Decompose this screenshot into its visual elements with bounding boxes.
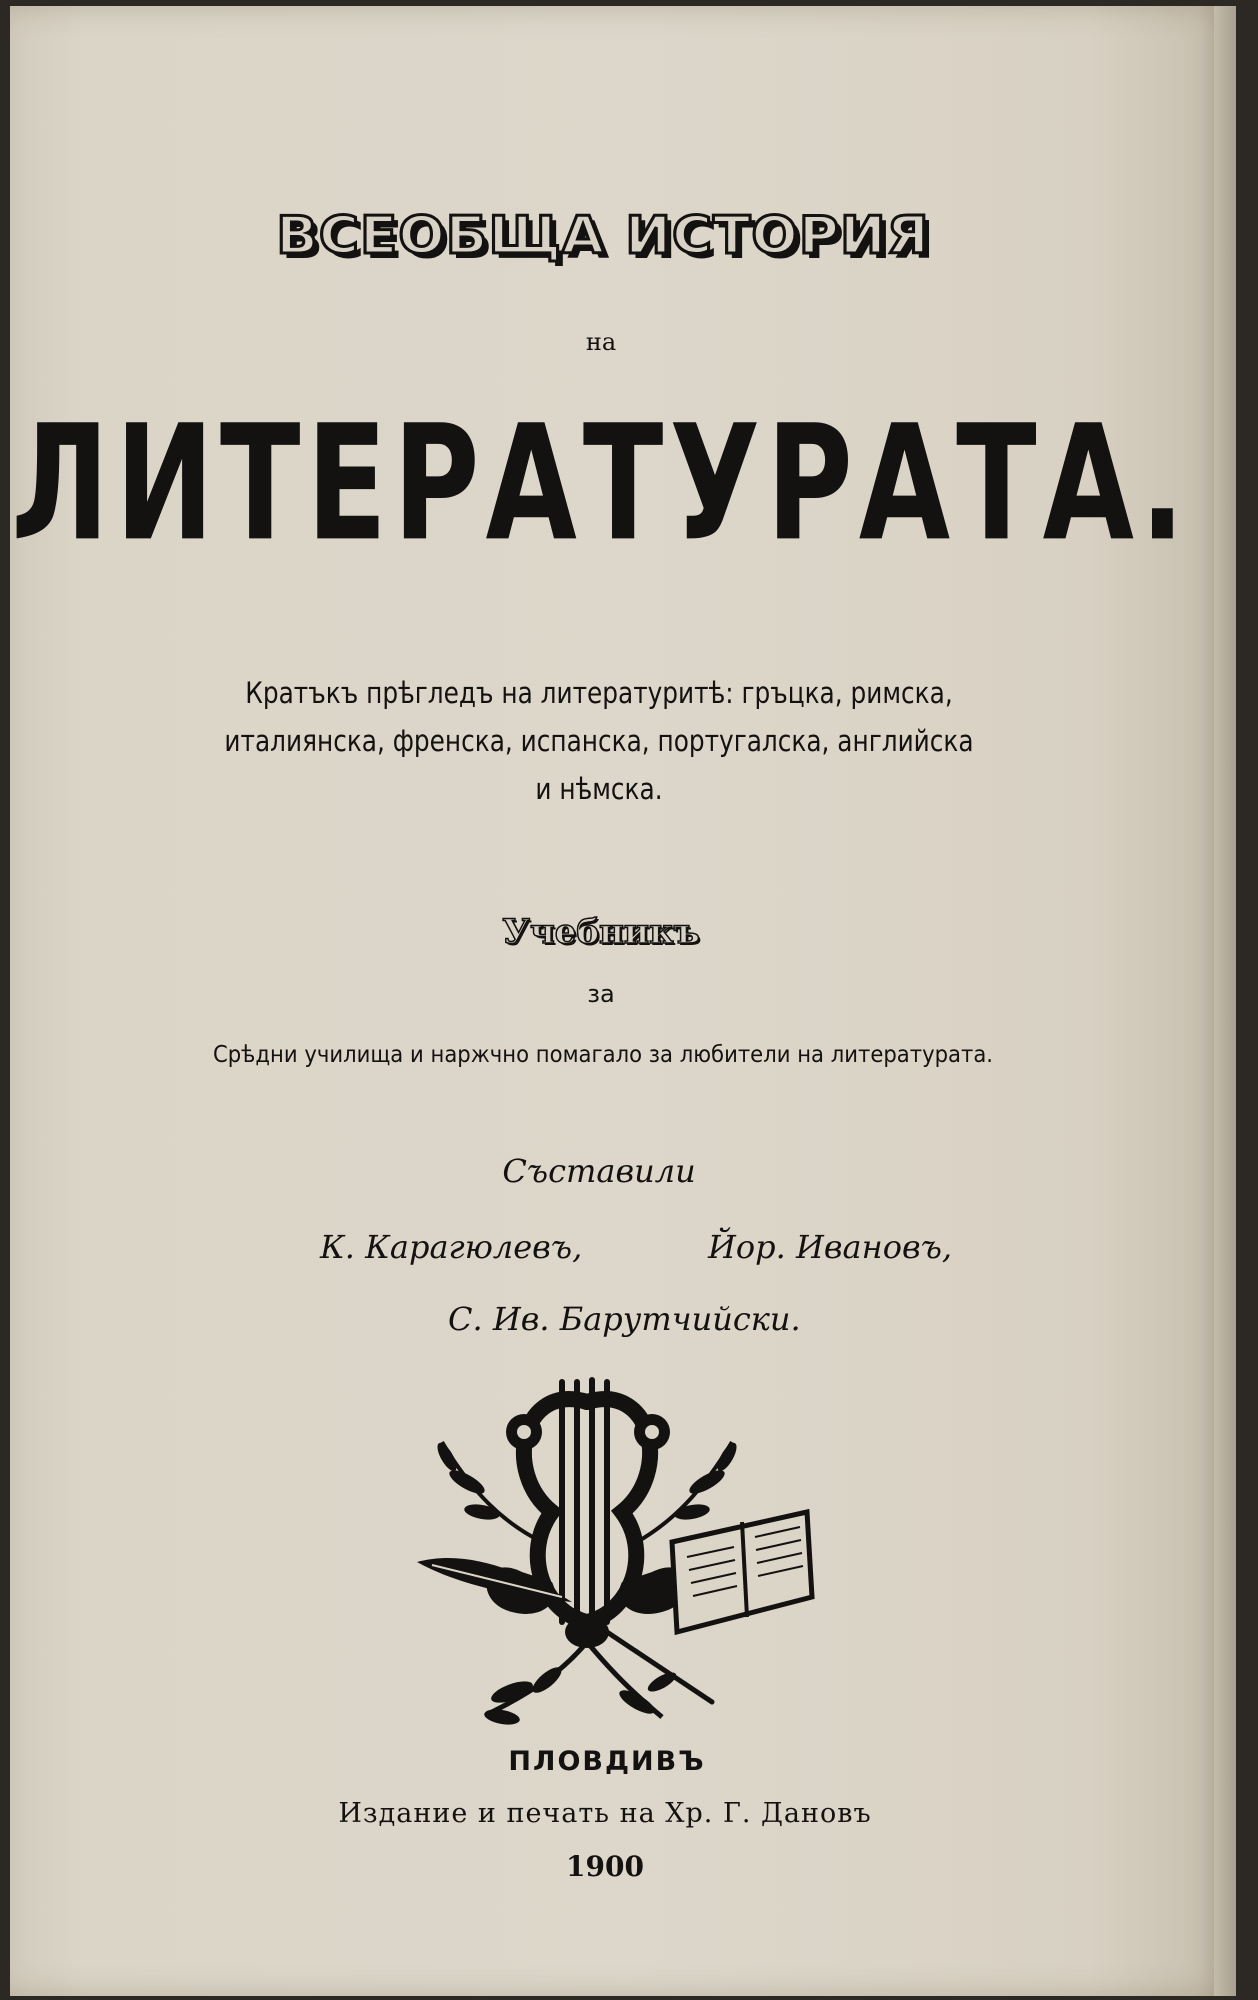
publication-year: 1900 bbox=[566, 1850, 644, 1883]
publisher-line: Издание и печать на Хр. Г. Дановъ bbox=[338, 1798, 872, 1829]
subtitle-line-1: Кратъкъ прѣгледъ на литературитѣ: гръцка, римска, bbox=[245, 676, 953, 710]
subtitle-line-2: италиянска, френска, испанска, португалска, английска bbox=[224, 724, 974, 758]
publication-city: ПЛОВДИВЪ bbox=[508, 1746, 706, 1777]
book-type: Учебникъ bbox=[502, 912, 700, 952]
author-1: К. Карагюлевъ, bbox=[320, 1228, 583, 1266]
for-word: за bbox=[587, 980, 615, 1008]
author-3: С. Ив. Барутчийски. bbox=[448, 1300, 801, 1338]
compiled-by: Съставили bbox=[502, 1152, 696, 1190]
subtitle-line-3: и нѣмска. bbox=[535, 772, 663, 806]
book-page bbox=[10, 6, 1236, 1996]
title-connector: на bbox=[585, 328, 617, 356]
page-edge bbox=[1214, 6, 1236, 1996]
title-top: ВСЕОБЩА ИСТОРИЯ bbox=[276, 206, 930, 266]
purpose-line: Срѣдни училища и наржчно помагало за любители на литературата. bbox=[212, 1042, 994, 1068]
lyre-book-quill-emblem-icon bbox=[412, 1362, 842, 1742]
author-2: Йор. Ивановъ, bbox=[708, 1228, 953, 1266]
main-title: ЛИТЕРАТУРАТА. bbox=[11, 389, 1191, 577]
